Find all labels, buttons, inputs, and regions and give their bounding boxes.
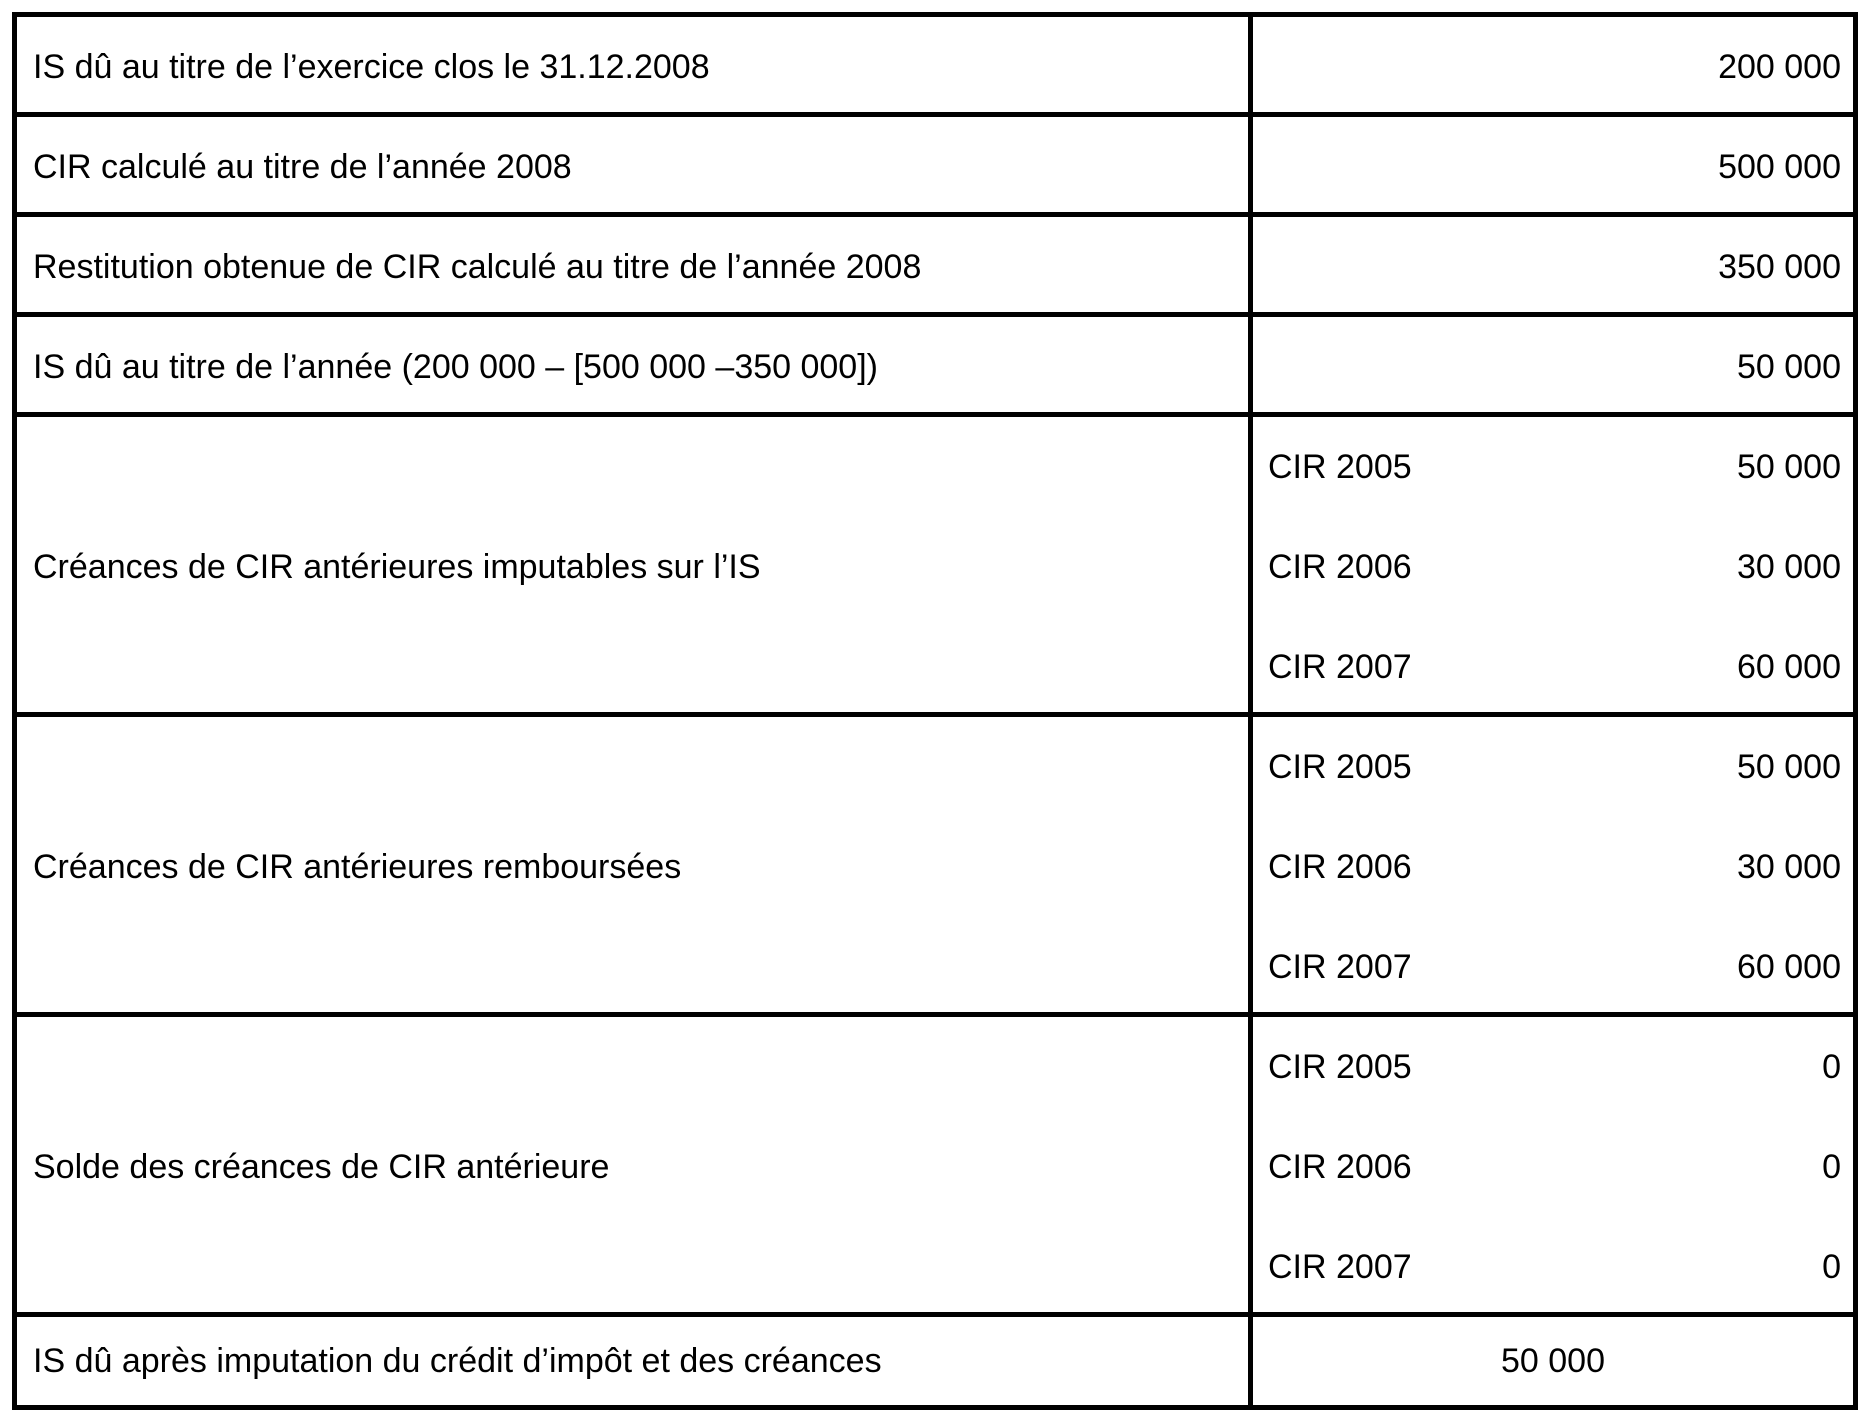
- column-divider: [1248, 1017, 1253, 1312]
- table-row: [17, 217, 1853, 317]
- table-row: [17, 117, 1853, 217]
- sub-item-name: CIR 2006: [1268, 1148, 1412, 1186]
- sub-item-name: CIR 2007: [1268, 1248, 1412, 1286]
- row-label: IS dû au titre de l’exercice clos le 31.12.2008: [33, 48, 710, 86]
- table-row: [17, 717, 1853, 1017]
- row-label: CIR calculé au titre de l’année 2008: [33, 148, 572, 186]
- row-label: Créances de CIR antérieures imputables sur l’IS: [33, 548, 761, 586]
- column-divider: [1248, 217, 1253, 312]
- row-label: Créances de CIR antérieures remboursées: [33, 848, 682, 886]
- table-row: [17, 317, 1853, 417]
- table-row: [17, 1017, 1853, 1317]
- row-value: 500 000: [1718, 148, 1841, 186]
- sub-item-value: 0: [1822, 1048, 1841, 1086]
- sub-item-value: 0: [1822, 1248, 1841, 1286]
- sub-item-value: 50 000: [1737, 748, 1841, 786]
- table-row: [17, 1317, 1853, 1405]
- column-divider: [1248, 317, 1253, 412]
- row-label: Restitution obtenue de CIR calculé au titre de l’année 2008: [33, 248, 922, 286]
- row-value: 50 000: [1501, 1342, 1605, 1380]
- row-value: 350 000: [1718, 248, 1841, 286]
- sub-item-value: 50 000: [1737, 448, 1841, 486]
- sub-item-value: 30 000: [1737, 548, 1841, 586]
- column-divider: [1248, 117, 1253, 212]
- sub-item-name: CIR 2007: [1268, 648, 1412, 686]
- sub-item-value: 30 000: [1737, 848, 1841, 886]
- row-label: Solde des créances de CIR antérieure: [33, 1148, 610, 1186]
- sub-item-name: CIR 2006: [1268, 548, 1412, 586]
- table-row: [17, 417, 1853, 717]
- row-value: 200 000: [1718, 48, 1841, 86]
- row-label: IS dû au titre de l’année (200 000 – [500 000 –350 000]): [33, 348, 878, 386]
- column-divider: [1248, 717, 1253, 1012]
- row-label: IS dû après imputation du crédit d’impôt et des créances: [33, 1342, 882, 1380]
- sub-item-name: CIR 2005: [1268, 448, 1412, 486]
- sub-item-name: CIR 2006: [1268, 848, 1412, 886]
- sub-item-name: CIR 2005: [1268, 748, 1412, 786]
- sub-item-name: CIR 2005: [1268, 1048, 1412, 1086]
- column-divider: [1248, 417, 1253, 712]
- row-value: 50 000: [1737, 348, 1841, 386]
- sub-item-value: 60 000: [1737, 948, 1841, 986]
- sub-item-name: CIR 2007: [1268, 948, 1412, 986]
- sub-item-value: 60 000: [1737, 648, 1841, 686]
- cir-table: [12, 12, 1858, 1410]
- sub-item-value: 0: [1822, 1148, 1841, 1186]
- column-divider: [1248, 17, 1253, 112]
- table-row: [17, 17, 1853, 117]
